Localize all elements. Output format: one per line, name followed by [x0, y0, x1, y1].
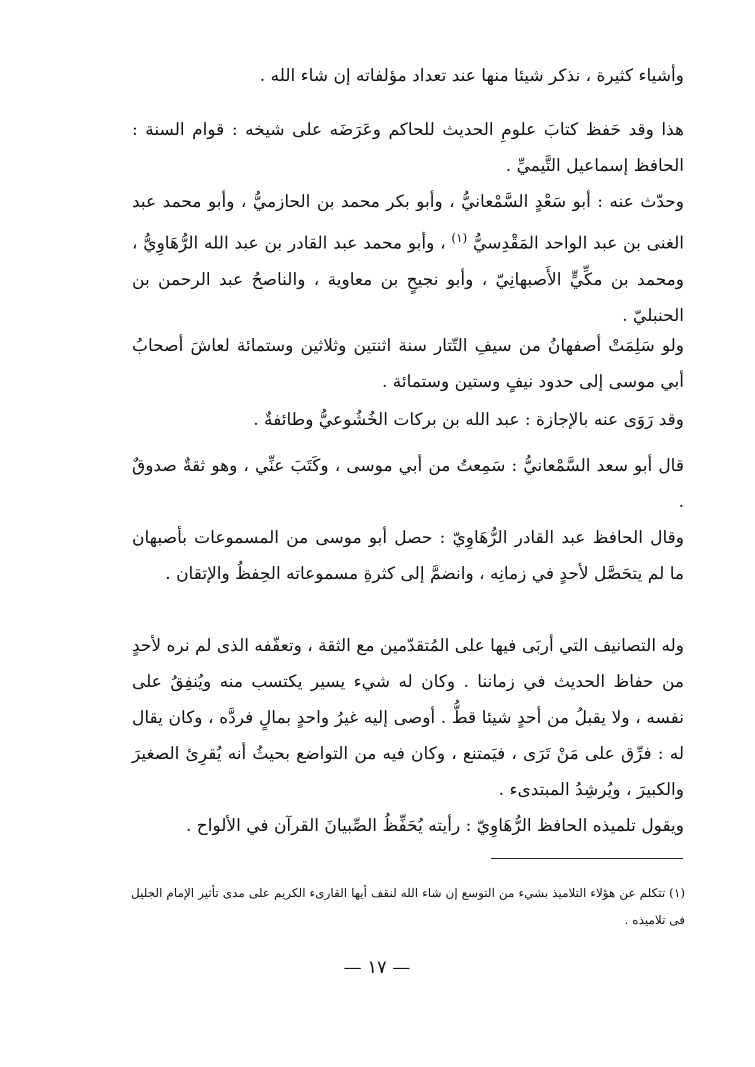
footnote: (١) تتكلم عن هؤلاء التلاميذ بشيء من التوسع إن شاء الله لنقف أيها القارىء الكريم على مدى تأثير الإمام الجليل فى تلاميذه . — [131, 886, 685, 927]
paragraph-5 — [132, 402, 684, 438]
paragraph-text — [132, 184, 684, 334]
paragraph-text: وقد رَوَى عنه بالإجازة : عبد الله بن بركات الخُشُوعيُّ وطائفةٌ . — [253, 410, 684, 430]
paragraph-7 — [132, 520, 684, 592]
paragraph-text-part: وحدّث عنه : أبو سَعْدٍ السَّمْعانيُّ ، وأبو بكر محمد بن الحازميُّ ، وأبو محمد عبد الغنى بن عبد الواحد المَقْدِسيُّ — [132, 192, 685, 254]
paragraph-1 — [132, 58, 684, 94]
paragraph-text: هذا وقد حَفظ كتابَ علومِ الحديث للحاكم وعَرَضَه على شيخه : قوام السنة : الحافظ إسماعيل التَّيميِّ . — [132, 120, 684, 176]
paragraph-text: ولو سَلِمَتْ أصفهانُ من سيفِ التّتار سنة اثنتين وثلاثين وستمائة لعاشَ أصحابُ أبي موسى إلى حدود نيفٍ وستين وستمائة . — [132, 336, 684, 392]
paragraph-text: وأشياء كثيرة ، نذكر شيئا منها عند تعداد مؤلفاته إن شاء الله . — [259, 66, 684, 86]
paragraph-text: ويقول تلميذه الحافظ الرُّهَاوِيّ : رأيته يُحَفِّظُ الصِّبيانَ القرآن في الألواح . — [185, 816, 684, 836]
page-number: — ١٧ — — [343, 957, 411, 978]
paragraph-text: قال أبو سعد السَّمْعانيُّ : سَمِعتُ من أبي موسى ، وكَتَبَ عنِّي ، وهو ثقةٌ صدوقٌ . — [132, 456, 684, 512]
paragraph-text: وله التصانيف التي أربَى فيها على المُتقدّمين مع الثقة ، وتعفّفه الذى لم نره لأحدٍ من حفاظ الحديث في زماننا . وكان له شيء يسير يكتسب منه ويُنفِقُ على نفسه ، ولا يقبلُ من أحدٍ شيئا قطُّ . أوصى إليه غيرُ واحدٍ بمالٍ فردَّه ، وكان يقال له : فرِّق على مَنْ تَرَى ، فيَمتنع ، وكان فيه من التواضع بحيثُ أنه يُقرِئ الصغيرَ والكبيرَ ، ويُرشِدُ المبتدىء . — [132, 636, 684, 800]
footnote-marker: (١) — [451, 231, 468, 245]
paragraph-9 — [132, 808, 684, 844]
paragraph-4 — [132, 328, 684, 400]
paragraph-6 — [132, 448, 684, 520]
footnote-divider — [491, 858, 683, 859]
paragraph-text: وقال الحافظ عبد القادر الرُّهَاوِيّ : حصل أبو موسى من المسموعات بأصبهان ما لم يتحَصَّل لأحدٍ في زمانِه ، وانضمَّ إلى كثرةِ مسموعاته الحِفظُ والإتقان . — [132, 528, 684, 584]
paragraph-2 — [132, 112, 684, 184]
paragraph-8 — [132, 628, 684, 808]
paragraph-text-part: ، وأبو محمد عبد القادر بن عبد الله الرُّهَاوِيُّ ، ومحمد بن مكِّيٍّ الأَصبهانِيّ ، وأبو نجيحٍ بن معاوية ، والناصحُ عبد الرحمن بن الحنبليّ . — [132, 233, 684, 326]
paragraph-3 — [132, 184, 684, 334]
